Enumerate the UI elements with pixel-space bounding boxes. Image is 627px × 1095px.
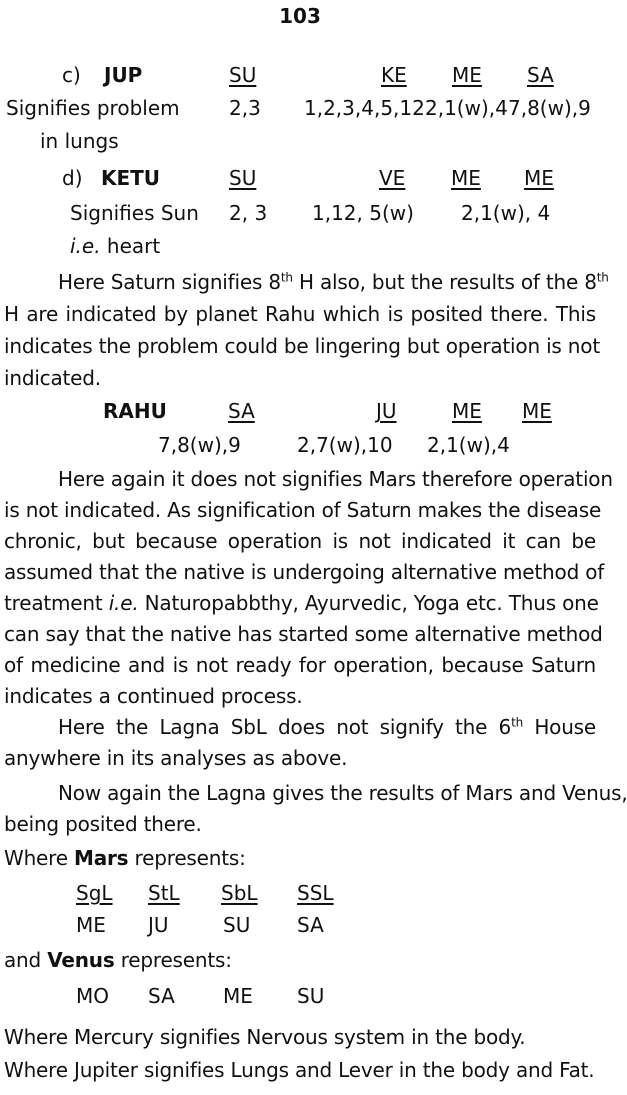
mars-header-sgl: SgL [76, 881, 113, 905]
rahu-val-3: 2,1(w),4 [427, 433, 510, 457]
ketu-col-3: ME [451, 166, 481, 190]
planet-jup: JUP [104, 63, 143, 87]
para2-line-1: Here again it does not signifies Mars therefore operation [58, 467, 613, 491]
ketu-col-2: VE [379, 166, 406, 190]
planet-ketu: KETU [101, 166, 161, 190]
rahu-col-2: JU [376, 399, 397, 423]
jup-col-4: SA [527, 63, 554, 87]
venus-val-3: ME [223, 984, 253, 1008]
para1-line-4: indicated. [4, 366, 101, 390]
mars-val-3: SU [223, 913, 251, 937]
rahu-val-2: 2,7(w),10 [297, 433, 393, 457]
para2-line-2: is not indicated. As signification of Saturn makes the disease [4, 498, 602, 522]
planet-rahu: RAHU [103, 399, 167, 423]
item-label-d: d) [62, 166, 83, 190]
para2-line-6: can say that the native has started some alternative method [4, 622, 603, 646]
jup-desc-2: in lungs [40, 129, 119, 153]
rahu-col-4: ME [522, 399, 552, 423]
rahu-col-1: SA [228, 399, 255, 423]
para2-line-5: treatment i.e. Naturopabbthy, Ayurvedic, Yoga etc. Thus one [4, 591, 599, 615]
mars-val-2: JU [148, 913, 169, 937]
ketu-val-1: 2, 3 [229, 201, 268, 225]
page-number: 103 [279, 4, 321, 28]
ketu-desc-1: Signifies Sun [70, 201, 199, 225]
mars-val-4: SA [297, 913, 324, 937]
rahu-col-3: ME [452, 399, 482, 423]
mars-intro: Where Mars represents: [4, 846, 246, 870]
para1-line-1: Here Saturn signifies 8th H also, but the results of the 8th [58, 270, 609, 294]
para3-line-2: anywhere in its analyses as above. [4, 746, 348, 770]
ketu-val-2: 1,12, 5(w) [312, 201, 414, 225]
jup-val-2: 1,2,3,4,5,12 [304, 96, 425, 120]
mars-header-ssl: SSL [297, 881, 334, 905]
jup-col-2: KE [381, 63, 407, 87]
venus-val-4: SU [297, 984, 325, 1008]
mars-val-1: ME [76, 913, 106, 937]
venus-intro: and Venus represents: [4, 948, 232, 972]
mars-header-sbl: SbL [221, 881, 258, 905]
para3-line-1: Here the Lagna SbL does not signify the 6th House [58, 715, 597, 739]
mars-header-stl: StL [148, 881, 180, 905]
para2-line-4: assumed that the native is undergoing alternative method of [4, 560, 605, 584]
jup-col-1: SU [229, 63, 257, 87]
para2-line-8: indicates a continued process. [4, 684, 303, 708]
venus-val-1: MO [76, 984, 109, 1008]
jup-col-3: ME [452, 63, 482, 87]
para2-line-7: of medicine and is not ready for operation, because Saturn [4, 653, 596, 677]
para4-line-2: being posited there. [4, 812, 202, 836]
closing-line-1: Where Mercury signifies Nervous system in the body. [4, 1025, 526, 1049]
para4-line-1: Now again the Lagna gives the results of Mars and Venus, [58, 781, 627, 805]
ketu-col-1: SU [229, 166, 257, 190]
ketu-col-4: ME [524, 166, 554, 190]
ketu-desc-2: i.e. heart [70, 234, 161, 258]
rahu-val-1: 7,8(w),9 [158, 433, 241, 457]
item-label-c: c) [62, 63, 81, 87]
jup-val-1: 2,3 [229, 96, 261, 120]
venus-val-2: SA [148, 984, 175, 1008]
jup-val-3: 2,1(w),4 [425, 96, 508, 120]
closing-line-2: Where Jupiter signifies Lungs and Lever in the body and Fat. [4, 1058, 595, 1082]
para1-line-3: indicates the problem could be lingering but operation is not [4, 334, 600, 358]
para1-line-2: H are indicated by planet Rahu which is posited there. This [4, 302, 596, 326]
ketu-val-3: 2,1(w), 4 [461, 201, 551, 225]
jup-val-4: 7,8(w),9 [508, 96, 591, 120]
para2-line-3: chronic, but because operation is not indicated it can be [4, 529, 596, 553]
jup-desc-1: Signifies problem [6, 96, 180, 120]
